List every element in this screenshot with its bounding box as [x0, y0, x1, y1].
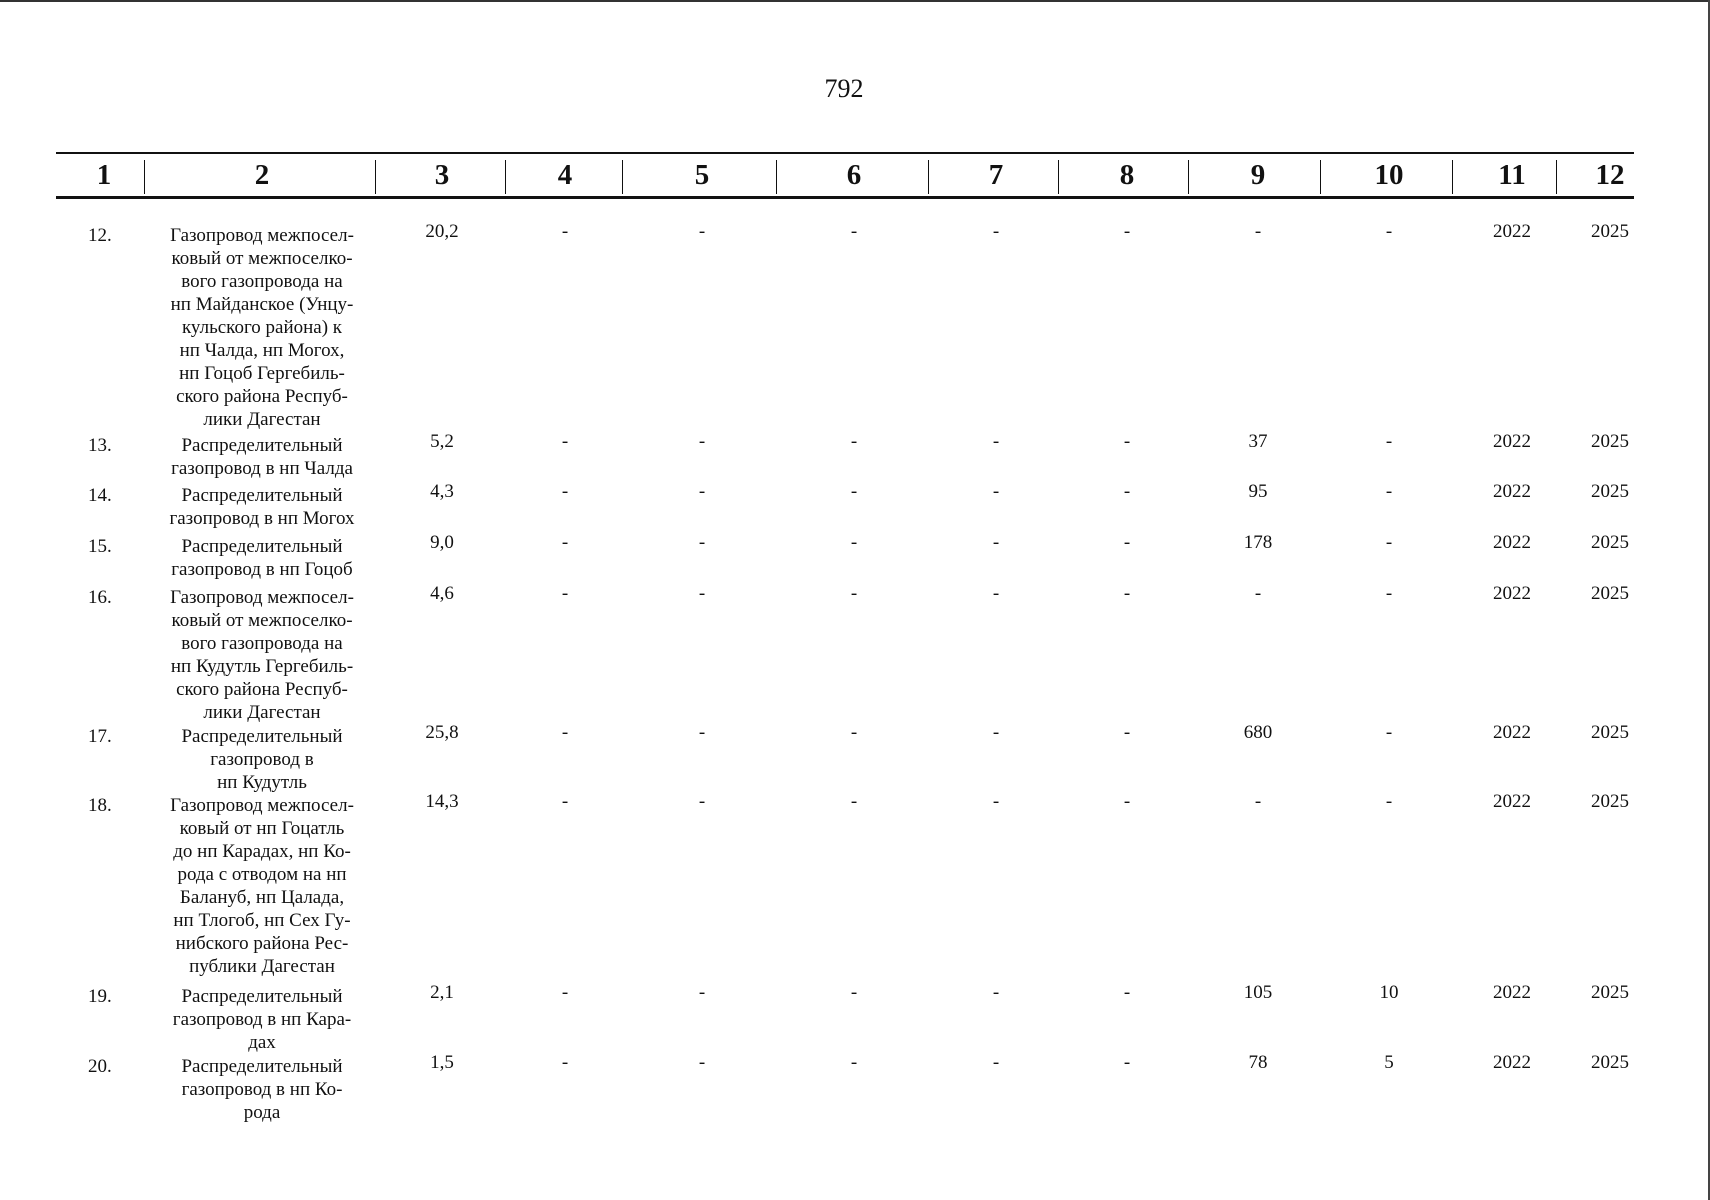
- table-cell-col-6: -: [850, 982, 858, 1003]
- table-cell-col-4: -: [561, 532, 569, 553]
- table-cell-col-4: -: [561, 221, 569, 242]
- column-header-5: 5: [694, 159, 710, 191]
- column-divider: [622, 160, 623, 194]
- table-cell-col-8: -: [1123, 791, 1131, 812]
- table-cell-col-5: -: [698, 532, 706, 553]
- column-divider: [1320, 160, 1321, 194]
- table-cell-col-7: -: [992, 583, 1000, 604]
- table-cell-col-4: -: [561, 583, 569, 604]
- table-cell-col-6: -: [850, 791, 858, 812]
- table-cell-col-10: -: [1385, 722, 1393, 743]
- table-cell-col-4: -: [561, 791, 569, 812]
- table-cell-col-5: -: [698, 722, 706, 743]
- table-cell-col-4: -: [561, 431, 569, 452]
- column-header-9: 9: [1250, 159, 1266, 191]
- row-number: 16.: [88, 587, 112, 608]
- page-number: 792: [824, 74, 864, 103]
- object-name: Распределительный газопровод в нп Могох: [169, 485, 355, 529]
- column-divider: [776, 160, 777, 194]
- table-cell-col-8: -: [1123, 1052, 1131, 1073]
- table-cell-col-9: -: [1254, 221, 1262, 242]
- column-header-8: 8: [1119, 159, 1135, 191]
- table-cell-col-11: 2022: [1493, 481, 1531, 502]
- table-cell-col-6: -: [850, 221, 858, 242]
- row-number: 19.: [88, 986, 112, 1007]
- table-cell-col-6: -: [850, 722, 858, 743]
- table-cell-col-12: 2025: [1591, 583, 1629, 604]
- table-cell-col-3: 2,1: [430, 982, 454, 1003]
- table-cell-col-5: -: [698, 481, 706, 502]
- row-number: 15.: [88, 536, 112, 557]
- column-header-11: 11: [1498, 159, 1526, 191]
- table-cell-col-9: 178: [1243, 532, 1273, 553]
- table-cell-col-4: -: [561, 1052, 569, 1073]
- table-cell-col-11: 2022: [1493, 221, 1531, 242]
- table-cell-col-8: -: [1123, 481, 1131, 502]
- object-name: Распределительный газопровод в нп Кудутль: [181, 726, 343, 793]
- table-cell-col-11: 2022: [1493, 1052, 1531, 1073]
- table-cell-col-7: -: [992, 982, 1000, 1003]
- table-cell-col-3: 9,0: [430, 532, 454, 553]
- table-cell-col-9: 680: [1243, 722, 1273, 743]
- table-cell-col-3: 1,5: [430, 1052, 454, 1073]
- column-divider: [375, 160, 376, 194]
- table-cell-col-7: -: [992, 791, 1000, 812]
- row-number: 20.: [88, 1056, 112, 1077]
- table-cell-col-11: 2022: [1493, 982, 1531, 1003]
- column-header-12: 12: [1595, 159, 1625, 191]
- table-cell-col-12: 2025: [1591, 221, 1629, 242]
- row-number: 18.: [88, 795, 112, 816]
- table-cell-col-7: -: [992, 431, 1000, 452]
- table-cell-col-11: 2022: [1493, 791, 1531, 812]
- table-cell-col-10: -: [1385, 221, 1393, 242]
- column-header-6: 6: [846, 159, 862, 191]
- column-header-1: 1: [96, 159, 112, 191]
- table-cell-col-10: -: [1385, 532, 1393, 553]
- column-header-2: 2: [254, 159, 270, 191]
- table-cell-col-10: -: [1385, 791, 1393, 812]
- table-cell-col-4: -: [561, 481, 569, 502]
- column-header-4: 4: [557, 159, 573, 191]
- table-cell-col-12: 2025: [1591, 532, 1629, 553]
- table-cell-col-7: -: [992, 532, 1000, 553]
- object-name: Газопровод межпосел- ковый от нп Гоцатль до нп Карадах, нп Ко- рода с отводом на нп Балануб, нп Цалада, нп Тлогоб, нп Сех Гу- нибского района Рес- публики Дагестан: [170, 795, 354, 977]
- column-divider: [1452, 160, 1453, 194]
- column-divider: [505, 160, 506, 194]
- object-name: Распределительный газопровод в нп Гоцоб: [171, 536, 353, 580]
- table-cell-col-3: 14,3: [425, 791, 459, 812]
- object-name: Газопровод межпосел- ковый от межпоселко- вого газопровода на нп Майданское (Унцу- кульского района) к нп Чалда, нп Могох, нп Гоцоб Гергебиль- ского района Респуб- лики Дагестан: [170, 225, 354, 430]
- table-cell-col-8: -: [1123, 722, 1131, 743]
- table-cell-col-12: 2025: [1591, 982, 1629, 1003]
- row-number: 17.: [88, 726, 112, 747]
- table-cell-col-10: -: [1385, 431, 1393, 452]
- table-cell-col-12: 2025: [1591, 1052, 1629, 1073]
- table-cell-col-3: 4,6: [430, 583, 454, 604]
- table-cell-col-5: -: [698, 791, 706, 812]
- table-cell-col-12: 2025: [1591, 431, 1629, 452]
- table-cell-col-6: -: [850, 583, 858, 604]
- table-cell-col-6: -: [850, 431, 858, 452]
- table-cell-col-7: -: [992, 221, 1000, 242]
- object-name: Распределительный газопровод в нп Чалда: [171, 435, 353, 479]
- row-number: 14.: [88, 485, 112, 506]
- table-cell-col-8: -: [1123, 583, 1131, 604]
- table-cell-col-9: -: [1254, 583, 1262, 604]
- table-cell-col-3: 20,2: [425, 221, 459, 242]
- table-cell-col-8: -: [1123, 431, 1131, 452]
- table-cell-col-7: -: [992, 722, 1000, 743]
- column-header-3: 3: [434, 159, 450, 191]
- table-cell-col-9: -: [1254, 791, 1262, 812]
- column-header-7: 7: [988, 159, 1004, 191]
- table-cell-col-11: 2022: [1493, 532, 1531, 553]
- object-name: Распределительный газопровод в нп Кара- дах: [172, 986, 352, 1053]
- table-cell-col-4: -: [561, 722, 569, 743]
- row-number: 13.: [88, 435, 112, 456]
- table-cell-col-7: -: [992, 1052, 1000, 1073]
- table-cell-col-6: -: [850, 532, 858, 553]
- table-cell-col-5: -: [698, 583, 706, 604]
- table-cell-col-9: 95: [1248, 481, 1268, 502]
- table-cell-col-10: 5: [1384, 1052, 1394, 1073]
- table-header-row: [56, 152, 1634, 199]
- column-divider: [1058, 160, 1059, 194]
- table-cell-col-9: 37: [1248, 431, 1268, 452]
- table-cell-col-4: -: [561, 982, 569, 1003]
- column-divider: [928, 160, 929, 194]
- column-header-10: 10: [1374, 159, 1404, 191]
- object-name: Газопровод межпосел- ковый от межпоселко- вого газопровода на нп Кудутль Гергебиль- ского района Респуб- лики Дагестан: [170, 587, 354, 723]
- table-cell-col-3: 5,2: [430, 431, 454, 452]
- table-cell-col-3: 25,8: [425, 722, 459, 743]
- table-cell-col-5: -: [698, 1052, 706, 1073]
- table-cell-col-7: -: [992, 481, 1000, 502]
- table-cell-col-12: 2025: [1591, 722, 1629, 743]
- table-cell-col-11: 2022: [1493, 431, 1531, 452]
- table-cell-col-6: -: [850, 1052, 858, 1073]
- column-divider: [1556, 160, 1557, 194]
- table-cell-col-5: -: [698, 221, 706, 242]
- table-cell-col-8: -: [1123, 532, 1131, 553]
- table-cell-col-11: 2022: [1493, 583, 1531, 604]
- scan-edge-top: [0, 0, 1710, 2]
- table-cell-col-12: 2025: [1591, 791, 1629, 812]
- object-name: Распределительный газопровод в нп Ко- рода: [181, 1056, 343, 1123]
- table-cell-col-5: -: [698, 982, 706, 1003]
- table-cell-col-3: 4,3: [430, 481, 454, 502]
- table-cell-col-8: -: [1123, 982, 1131, 1003]
- row-number: 12.: [88, 225, 112, 246]
- column-divider: [144, 160, 145, 194]
- table-cell-col-8: -: [1123, 221, 1131, 242]
- table-cell-col-10: -: [1385, 583, 1393, 604]
- table-cell-col-10: -: [1385, 481, 1393, 502]
- table-cell-col-10: 10: [1379, 982, 1399, 1003]
- table-cell-col-9: 78: [1248, 1052, 1268, 1073]
- table-cell-col-9: 105: [1243, 982, 1273, 1003]
- table-cell-col-12: 2025: [1591, 481, 1629, 502]
- column-divider: [1188, 160, 1189, 194]
- table-cell-col-11: 2022: [1493, 722, 1531, 743]
- table-cell-col-5: -: [698, 431, 706, 452]
- table-cell-col-6: -: [850, 481, 858, 502]
